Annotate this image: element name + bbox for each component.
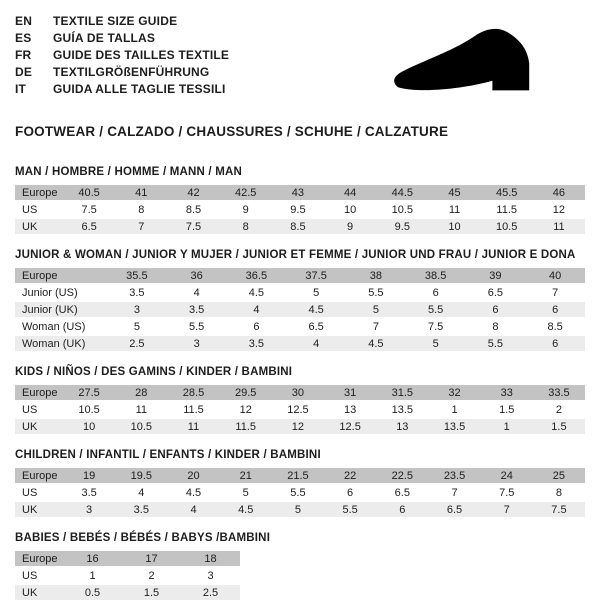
size-cell: 8	[492, 320, 499, 333]
size-cell: 21.5	[287, 469, 309, 482]
size-cell: 3.5	[129, 286, 145, 299]
size-cell: 5.5	[290, 486, 306, 499]
size-cell: 6	[432, 286, 439, 299]
size-cell: 12	[239, 403, 252, 416]
language-row	[15, 63, 229, 80]
row-label: UK	[22, 420, 38, 433]
size-cell: 5	[133, 320, 140, 333]
size-cell: 23.5	[443, 469, 466, 482]
size-cell: 11.5	[183, 403, 204, 416]
header	[15, 10, 585, 108]
size-cell: 5.5	[342, 503, 358, 516]
table-row	[15, 485, 585, 502]
table-row	[15, 402, 585, 419]
size-cell: 11	[187, 420, 200, 433]
table-row	[15, 468, 585, 485]
size-cell: 0.5	[84, 586, 101, 599]
size-cell: 13.5	[443, 420, 466, 433]
size-cell: 16	[86, 552, 99, 565]
language-label: TEXTILGRÖßENFÜHRUNG	[53, 64, 210, 79]
size-cell: 21	[239, 469, 252, 482]
size-cell: 7.5	[499, 486, 515, 499]
size-cell: 4.5	[185, 486, 202, 499]
size-cell: 31.5	[391, 386, 414, 399]
size-cell: 1	[451, 403, 458, 416]
size-cell: 7	[503, 503, 510, 516]
size-cell: 33	[500, 386, 513, 399]
row-label: UK	[22, 503, 38, 516]
language-label: GUIDA ALLE TAGLIE TESSILI	[53, 81, 226, 96]
size-cell: 6.5	[446, 503, 463, 516]
size-cell: 42	[187, 186, 200, 199]
size-cell: 13.5	[391, 403, 414, 416]
size-cell: 37.5	[305, 269, 327, 282]
size-cell: 10.5	[130, 420, 153, 433]
size-cell: 45.5	[496, 186, 518, 199]
size-cell: 6.5	[394, 486, 410, 499]
table-row	[15, 385, 585, 402]
size-cell: 3.5	[188, 303, 205, 316]
table-row	[15, 202, 585, 219]
row-label: Europe	[22, 186, 58, 199]
size-cell: 43	[291, 186, 305, 199]
language-code: FR	[15, 47, 32, 62]
size-cell: 4	[190, 503, 197, 516]
row-label: UK	[22, 586, 38, 599]
language-label: GUÍA DE TALLAS	[53, 30, 156, 45]
language-row	[15, 80, 229, 97]
size-cell: 6	[492, 303, 499, 316]
table-row	[15, 336, 585, 353]
section-title: JUNIOR & WOMAN / JUNIOR Y MUJER / JUNIOR ET FEMME / JUNIOR UND FRAU / JUNIOR E DONA	[15, 249, 576, 261]
size-cell: 7.5	[81, 203, 97, 216]
size-cell: 39	[489, 269, 502, 282]
size-cell: 5.5	[188, 320, 205, 333]
size-cell: 12	[291, 420, 305, 433]
row-label: Europe	[22, 552, 58, 565]
size-cell: 36	[190, 269, 203, 282]
size-cell: 10.5	[496, 220, 518, 233]
size-cell: 38.5	[424, 269, 447, 282]
size-table	[15, 185, 585, 236]
size-cell: 6	[253, 320, 260, 333]
size-cell: 13	[343, 403, 357, 416]
size-cell: 7.5	[551, 503, 567, 516]
language-list	[15, 10, 229, 97]
size-cell: 40	[549, 269, 562, 282]
size-cell: 7	[372, 320, 379, 333]
size-cell: 12	[552, 203, 566, 216]
language-row	[15, 12, 229, 29]
size-cell: 12.5	[287, 403, 309, 416]
table-row	[15, 585, 240, 602]
size-cell: 1.5	[143, 586, 160, 599]
size-cell: 32	[448, 386, 461, 399]
table-row	[15, 419, 585, 436]
language-code: EN	[15, 13, 33, 28]
size-cell: 4	[193, 286, 200, 299]
size-cell: 11.5	[235, 420, 256, 433]
size-cell: 6	[347, 486, 354, 499]
size-cell: 2.5	[202, 586, 219, 599]
language-code: DE	[15, 64, 33, 79]
size-cell: 6	[399, 503, 406, 516]
size-cell: 44	[343, 186, 357, 199]
size-cell: 8.5	[185, 203, 202, 216]
language-code: ES	[15, 30, 32, 45]
size-cell: 4.5	[248, 286, 265, 299]
table-row	[15, 568, 240, 585]
size-cell: 2.5	[129, 337, 145, 350]
size-cell: 6.5	[487, 286, 504, 299]
size-tables	[15, 166, 585, 602]
size-cell: 2	[555, 403, 562, 416]
size-cell: 36.5	[245, 269, 268, 282]
size-cell: 9.5	[394, 220, 410, 233]
section-title: CHILDREN / INFANTIL / ENFANTS / KINDER / BAMBINI	[15, 449, 321, 461]
size-cell: 1.5	[499, 403, 515, 416]
row-label: US	[22, 403, 38, 416]
category-title: FOOTWEAR / CALZADO / CHAUSSURES / SCHUHE / CALZATURE	[15, 124, 449, 139]
language-code: IT	[15, 81, 27, 96]
size-cell: 17	[145, 552, 158, 565]
size-cell: 42.5	[235, 186, 257, 199]
size-cell: 8.5	[547, 320, 563, 333]
size-cell: 40.5	[78, 186, 100, 199]
language-label: TEXTILE SIZE GUIDE	[53, 13, 178, 28]
size-cell: 8	[555, 486, 562, 499]
size-cell: 27.5	[78, 386, 100, 399]
language-row	[15, 29, 229, 46]
size-cell: 5	[242, 486, 249, 499]
size-table	[15, 468, 585, 519]
size-cell: 5	[372, 303, 379, 316]
size-cell: 5.5	[368, 286, 384, 299]
size-cell: 30	[291, 386, 305, 399]
size-cell: 20	[187, 469, 200, 482]
size-cell: 4.5	[368, 337, 384, 350]
row-label: Woman (US)	[22, 320, 86, 333]
table-row	[15, 319, 585, 336]
row-label: Europe	[22, 269, 58, 282]
size-cell: 3	[133, 303, 140, 316]
size-cell: 3.5	[133, 503, 149, 516]
table-row	[15, 185, 585, 202]
size-cell: 11	[448, 203, 461, 216]
row-label: Junior (UK)	[22, 303, 78, 316]
size-cell: 11	[135, 403, 148, 416]
size-cell: 3	[207, 569, 214, 582]
size-cell: 6.5	[81, 220, 97, 233]
size-cell: 33.5	[548, 386, 570, 399]
size-cell: 6	[552, 303, 559, 316]
size-cell: 4.5	[238, 503, 254, 516]
size-table	[15, 268, 585, 353]
row-label: Europe	[22, 386, 58, 399]
size-cell: 41	[135, 186, 148, 199]
table-row	[15, 551, 240, 568]
size-cell: 1.5	[551, 420, 567, 433]
size-cell: 7.5	[185, 220, 202, 233]
size-table	[15, 385, 585, 436]
section-children	[15, 449, 585, 519]
shoe-icon	[383, 20, 573, 108]
size-cell: 4	[313, 337, 320, 350]
size-cell: 46	[552, 186, 566, 199]
size-cell: 5	[313, 286, 320, 299]
size-cell: 4	[253, 303, 260, 316]
row-label: US	[22, 569, 38, 582]
size-cell: 10	[343, 203, 357, 216]
size-cell: 10	[448, 220, 461, 233]
size-cell: 3	[193, 337, 200, 350]
size-cell: 12.5	[339, 420, 361, 433]
size-cell: 18	[204, 552, 217, 565]
size-cell: 10.5	[78, 403, 100, 416]
row-label: Junior (US)	[22, 286, 78, 299]
section-kids	[15, 366, 585, 436]
size-cell: 8	[242, 220, 249, 233]
size-cell: 4	[138, 486, 145, 499]
size-cell: 45	[448, 186, 461, 199]
row-label: UK	[22, 220, 38, 233]
size-cell: 9	[347, 220, 354, 233]
language-label: GUIDE DES TAILLES TEXTILE	[53, 47, 230, 62]
size-cell: 11.5	[496, 203, 518, 216]
section-babies	[15, 532, 585, 602]
size-cell: 9.5	[290, 203, 306, 216]
size-cell: 7	[552, 286, 559, 299]
size-cell: 11	[553, 220, 565, 233]
size-cell: 22	[343, 469, 357, 482]
table-row	[15, 285, 585, 302]
size-cell: 10	[82, 420, 96, 433]
size-cell: 7.5	[427, 320, 444, 333]
section-title: MAN / HOMBRE / HOMME / MANN / MAN	[15, 166, 243, 178]
size-cell: 5	[432, 337, 439, 350]
size-cell: 4.5	[308, 303, 324, 316]
table-row	[15, 302, 585, 319]
row-label: US	[22, 203, 38, 216]
size-table	[15, 551, 240, 602]
row-label: Europe	[22, 469, 58, 482]
size-cell: 5.5	[427, 303, 444, 316]
size-cell: 3.5	[81, 486, 97, 499]
size-cell: 2	[148, 569, 155, 582]
size-cell: 28	[135, 386, 148, 399]
size-cell: 25	[552, 469, 566, 482]
table-row	[15, 219, 585, 236]
size-cell: 29.5	[235, 386, 257, 399]
table-row	[15, 502, 585, 519]
size-cell: 19.5	[130, 469, 153, 482]
size-cell: 1	[89, 569, 96, 582]
size-cell: 1	[503, 420, 510, 433]
section-junior	[15, 249, 585, 353]
section-man	[15, 166, 585, 236]
size-cell: 5.5	[487, 337, 504, 350]
size-cell: 35.5	[126, 269, 148, 282]
section-title: KIDS / NIÑOS / DES GAMINS / KINDER / BAMBINI	[15, 366, 293, 378]
size-cell: 9	[242, 203, 249, 216]
size-cell: 5	[294, 503, 301, 516]
size-cell: 22.5	[391, 469, 414, 482]
size-cell: 10.5	[391, 203, 414, 216]
size-cell: 38	[369, 269, 382, 282]
size-cell: 24	[500, 469, 513, 482]
language-row	[15, 46, 229, 63]
size-cell: 31	[343, 386, 357, 399]
size-cell: 19	[82, 469, 96, 482]
row-label: US	[22, 486, 38, 499]
size-cell: 8.5	[290, 220, 306, 233]
size-cell: 28.5	[182, 386, 205, 399]
size-cell: 8	[138, 203, 145, 216]
size-cell: 6.5	[308, 320, 324, 333]
size-cell: 7	[138, 220, 145, 233]
size-cell: 7	[451, 486, 458, 499]
size-cell: 44.5	[391, 186, 414, 199]
size-cell: 3.5	[248, 337, 265, 350]
size-cell: 6	[552, 337, 559, 350]
section-title: BABIES / BEBÉS / BÉBÉS / BABYS /BAMBINI	[15, 532, 271, 544]
table-row	[15, 268, 585, 285]
size-cell: 3	[86, 503, 93, 516]
row-label: Woman (UK)	[22, 337, 86, 350]
size-cell: 13	[396, 420, 409, 433]
